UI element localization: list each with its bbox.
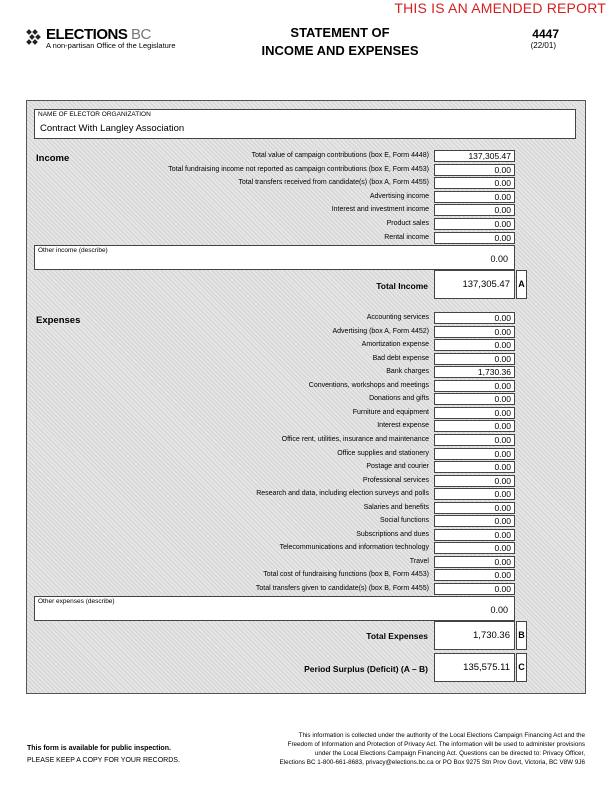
expenses-row-label: Bank charges (386, 368, 429, 376)
organization-value: Contract With Langley Association (40, 123, 185, 134)
other-income-label: Other income (describe) (38, 247, 108, 254)
expenses-row-value[interactable]: 0.00 (434, 569, 515, 581)
surplus-letter: C (516, 653, 527, 682)
org-tagline: A non-partisan Office of the Legislature (46, 41, 176, 50)
total-expenses-letter: B (516, 621, 527, 650)
income-row-value[interactable]: 0.00 (434, 164, 515, 176)
income-row-label: Total value of campaign contributions (box E, Form 4448) (251, 152, 429, 159)
expenses-row-label: Telecommunications and information technology (279, 544, 429, 552)
privacy-notice (240, 731, 585, 767)
keep-copy-notice: PLEASE KEEP A COPY FOR YOUR RECORDS. (27, 757, 180, 764)
org-name: ELECTIONS (46, 26, 128, 43)
expenses-row-value[interactable]: 0.00 (434, 583, 515, 595)
expenses-row-label: Office supplies and stationery (337, 449, 429, 457)
expenses-row-label: Total cost of fundraising functions (box B, Form 4453) (263, 571, 429, 579)
expenses-row-value[interactable]: 0.00 (434, 407, 515, 419)
expenses-row-value[interactable]: 0.00 (434, 488, 515, 500)
income-row-label: Advertising income (369, 192, 429, 200)
expenses-row-value[interactable]: 0.00 (434, 353, 515, 365)
expenses-row-label: Donations and gifts (369, 395, 429, 403)
expenses-row-value[interactable]: 0.00 (434, 380, 515, 392)
elections-bc-logo-icon (26, 29, 44, 47)
income-row-value[interactable]: 0.00 (434, 177, 515, 189)
expenses-row-value[interactable]: 0.00 (434, 312, 515, 324)
income-row-label: Interest and investment income (331, 206, 429, 214)
expenses-row-value[interactable]: 0.00 (434, 515, 515, 527)
income-row-value[interactable]: 0.00 (434, 204, 515, 216)
expenses-row-value[interactable]: 0.00 (434, 339, 515, 351)
income-row-label: Total transfers received from candidate(s) (box A, Form 4455) (238, 179, 429, 187)
other-expenses-label: Other expenses (describe) (38, 598, 115, 605)
privacy-line-1: This information is collected under the authority of the Local Elections Campaign Financing Act and the (298, 732, 585, 739)
form-number: 4447 (532, 27, 559, 41)
expenses-row-label: Bad debt expense (372, 354, 429, 362)
income-row-label: Rental income (384, 233, 429, 241)
expenses-row-value[interactable]: 0.00 (434, 556, 515, 568)
expenses-row-label: Office rent, utilities, insurance and maintenance (281, 435, 429, 443)
expenses-row-label: Conventions, workshops and meetings (308, 381, 429, 389)
expenses-row-value[interactable]: 1,730.36 (434, 366, 515, 378)
form-version: (22/01) (530, 41, 556, 50)
expenses-row-value[interactable]: 0.00 (434, 393, 515, 405)
title-line-2: INCOME AND EXPENSES (261, 43, 419, 58)
expenses-row-label: Salaries and benefits (363, 503, 429, 511)
title-line-1: STATEMENT OF (290, 25, 390, 40)
income-row-label: Product sales (386, 220, 429, 227)
expenses-heading: Expenses (36, 315, 81, 326)
total-income-letter: A (516, 270, 527, 299)
income-row-value[interactable]: 0.00 (434, 218, 515, 230)
organization-field[interactable] (34, 109, 576, 139)
public-inspection-notice: This form is available for public inspection. (27, 745, 171, 752)
other-income-value: 0.00 (490, 254, 508, 264)
privacy-line-4: Elections BC 1-800-661-8683, privacy@elections.bc.ca or PO Box 9275 Stn Prov Govt, Victoria, BC V8W 9J6 (279, 759, 585, 766)
expenses-row-value[interactable]: 0.00 (434, 502, 515, 514)
income-row-label: Total fundraising income not reported as campaign contributions (box E, Form 4453) (168, 165, 429, 173)
other-expenses-field[interactable] (34, 596, 515, 621)
total-income-label: Total Income (376, 281, 428, 291)
income-row-value[interactable]: 137,305.47 (434, 150, 515, 162)
organization-label: NAME OF ELECTOR ORGANIZATION (38, 111, 151, 118)
expenses-row-label: Interest expense (377, 422, 429, 430)
expenses-row-value[interactable]: 0.00 (434, 529, 515, 541)
expenses-row-label: Postage and courier (366, 463, 429, 471)
expenses-row-label: Subscriptions and dues (356, 530, 429, 538)
expenses-row-value[interactable]: 0.00 (434, 448, 515, 460)
total-expenses-value: 1,730.36 (434, 621, 515, 650)
income-row-value[interactable]: 0.00 (434, 232, 515, 244)
expenses-row-value[interactable]: 0.00 (434, 542, 515, 554)
income-heading: Income (36, 153, 70, 164)
surplus-label: Period Surplus (Deficit) (A – B) (304, 664, 428, 674)
expenses-row-label: Travel (409, 557, 429, 565)
total-expenses-label: Total Expenses (366, 631, 428, 641)
expenses-row-label: Accounting services (366, 314, 429, 321)
privacy-line-3: under the Local Elections Campaign Financing Act. Questions can be directed to: Privacy Officer, (314, 750, 585, 757)
expenses-row-value[interactable]: 0.00 (434, 461, 515, 473)
expenses-row-label: Total transfers given to candidate(s) (box B, Form 4455) (255, 585, 429, 592)
income-row-value[interactable]: 0.00 (434, 191, 515, 203)
expenses-row-value[interactable]: 0.00 (434, 475, 515, 487)
org-name-suffix: BC (131, 26, 151, 43)
expenses-row-label: Amortization expense (361, 341, 429, 349)
expenses-row-label: Research and data, including election surveys and polls (256, 490, 429, 498)
total-income-value: 137,305.47 (434, 270, 515, 299)
expenses-row-label: Furniture and equipment (352, 408, 429, 416)
expenses-row-label: Professional services (362, 476, 429, 484)
expenses-row-label: Social functions (379, 517, 429, 525)
other-expenses-value: 0.00 (490, 605, 508, 615)
page-title (226, 24, 454, 60)
expenses-row-value[interactable]: 0.00 (434, 326, 515, 338)
expenses-row-value[interactable]: 0.00 (434, 420, 515, 432)
expenses-row-value[interactable]: 0.00 (434, 434, 515, 446)
expenses-row-label: Advertising (box A, Form 4452) (332, 327, 429, 335)
privacy-line-2: Freedom of Information and Protection of Privacy Act. The information will be used to administer provisions (287, 741, 585, 748)
other-income-field[interactable] (34, 245, 515, 270)
amended-notice: THIS IS AN AMENDED REPORT (394, 0, 606, 16)
surplus-value: 135,575.11 (434, 653, 515, 682)
